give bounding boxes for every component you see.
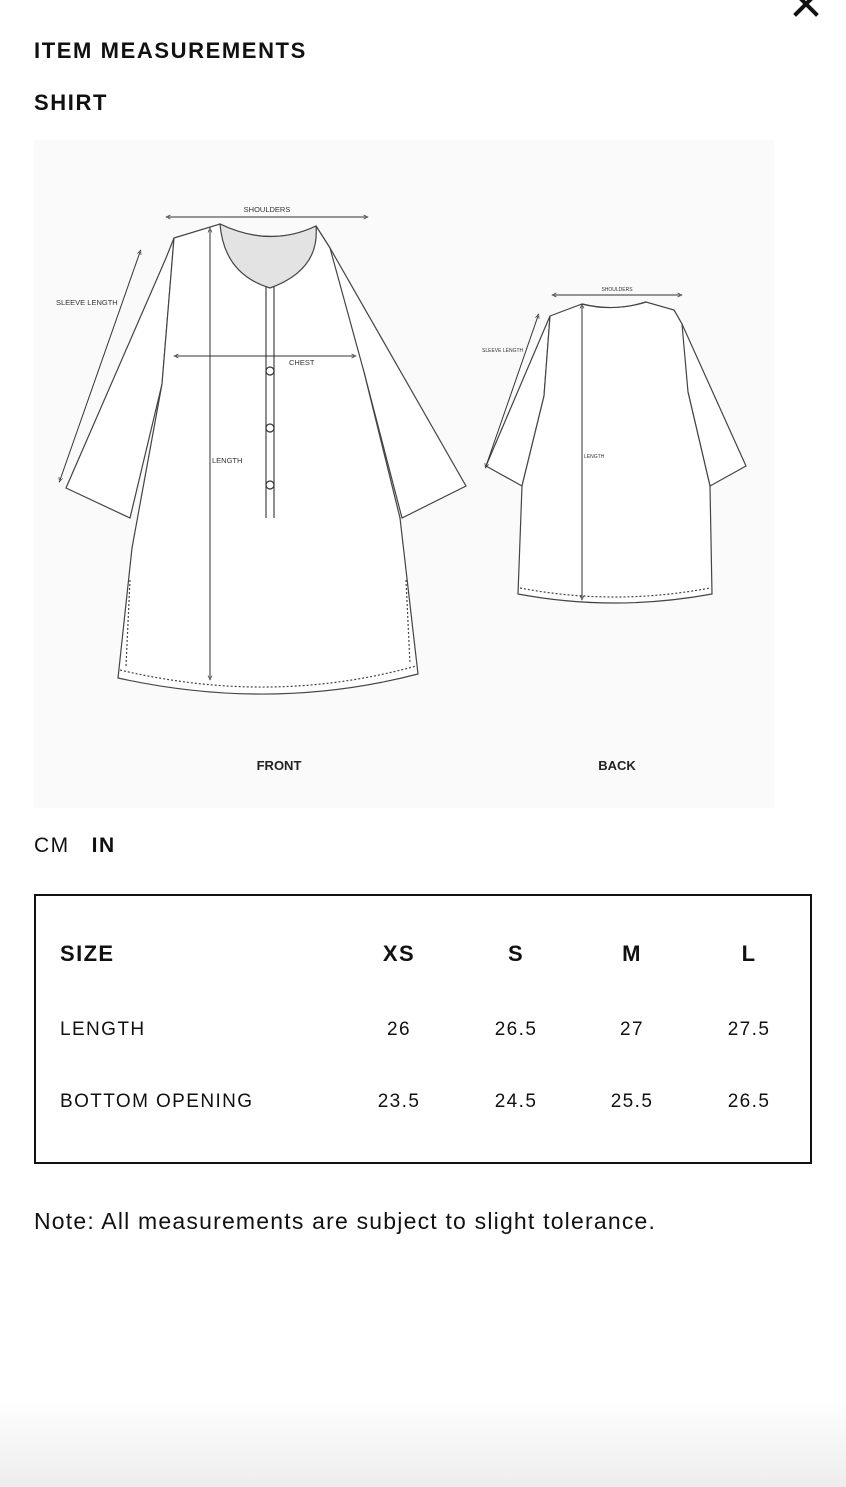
table-cell: 27 [620, 1019, 644, 1040]
back-length-label: LENGTH [584, 454, 605, 460]
table-cell: 26.5 [727, 1091, 771, 1112]
table-cell: 23.5 [377, 1091, 421, 1112]
size-table [34, 894, 812, 1164]
tolerance-note: Note: All measurements are subject to slight tolerance. [34, 1208, 657, 1234]
close-icon [788, 0, 824, 20]
row-label-length: LENGTH [60, 1019, 146, 1040]
table-cell: 27.5 [727, 1019, 771, 1040]
front-length-label: LENGTH [212, 456, 243, 465]
size-header-xs: XS [382, 941, 416, 966]
table-row [36, 1010, 810, 1050]
front-shoulders-label: SHOULDERS [243, 205, 291, 214]
back-sleeve-label: SLEEVE LENGTH [482, 348, 524, 354]
front-caption: FRONT [256, 758, 302, 773]
size-header-l: L [741, 941, 757, 966]
table-cell: 26.5 [494, 1019, 538, 1040]
back-shoulders-label: SHOULDERS [601, 287, 633, 293]
row-label-bottom-opening: BOTTOM OPENING [60, 1091, 254, 1112]
table-cell: 24.5 [494, 1091, 538, 1112]
garment-type-title: SHIRT [34, 90, 108, 115]
table-row [36, 1082, 810, 1122]
bottom-fade [0, 1397, 846, 1487]
close-button[interactable] [788, 0, 824, 20]
front-chest-label: CHEST [289, 358, 315, 367]
back-caption: BACK [598, 758, 636, 773]
unit-toggle [34, 834, 116, 858]
front-sleeve-label: SLEEVE LENGTH [56, 298, 118, 307]
size-column-header: SIZE [60, 941, 115, 966]
table-header-row [36, 934, 810, 974]
table-cell: 26 [387, 1019, 411, 1040]
unit-option-cm[interactable]: CM [34, 834, 70, 857]
unit-option-in[interactable]: IN [91, 834, 116, 857]
table-cell: 25.5 [610, 1091, 654, 1112]
measurement-diagram [34, 140, 774, 808]
size-header-m: M [622, 941, 642, 966]
size-header-s: S [507, 941, 525, 966]
modal-title: ITEM MEASUREMENTS [34, 38, 307, 63]
